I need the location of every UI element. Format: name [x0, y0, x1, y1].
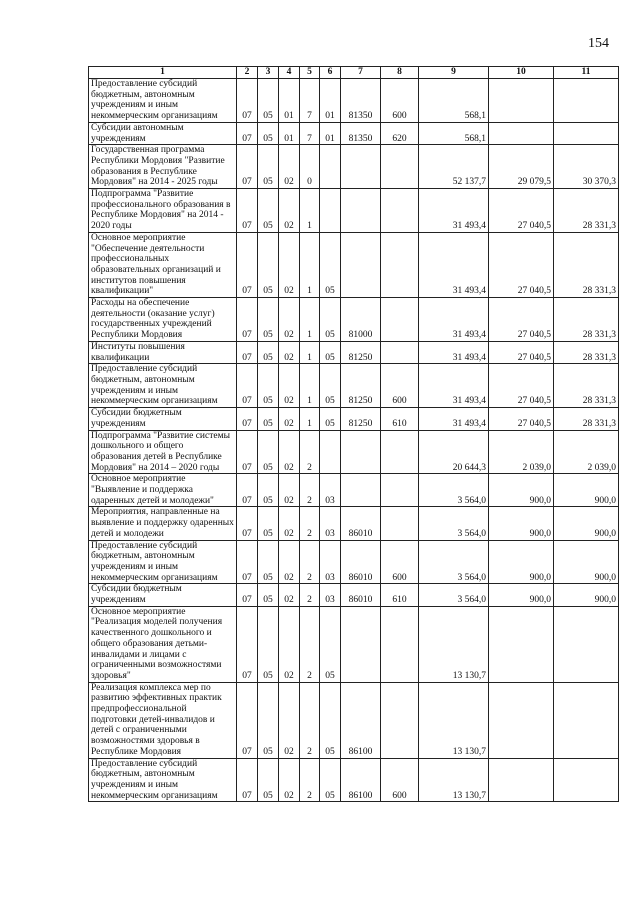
code-subprogram: 2	[300, 584, 320, 606]
amount-col-10: 2 039,0	[489, 430, 554, 474]
code-section: 07	[237, 408, 258, 430]
amount-col-11	[554, 606, 619, 682]
table-row	[89, 474, 619, 507]
code-subsection: 05	[258, 430, 279, 474]
row-name: Предоставление субсидий бюджетным, автономным учреждениям и иным некоммерческим организациям	[89, 79, 237, 123]
code-event: 03	[320, 584, 341, 606]
code-program: 02	[279, 584, 300, 606]
code-program: 02	[279, 474, 300, 507]
code-section: 07	[237, 364, 258, 408]
row-name: Предоставление субсидий бюджетным, автономным учреждениям и иным некоммерческим организациям	[89, 758, 237, 802]
code-expense-type: 600	[381, 540, 419, 584]
code-event: 01	[320, 122, 341, 144]
code-event: 03	[320, 507, 341, 540]
code-subsection: 05	[258, 474, 279, 507]
amount-col-9: 13 130,7	[419, 758, 489, 802]
code-subprogram: 1	[300, 408, 320, 430]
table-row	[89, 758, 619, 802]
code-direction: 86010	[341, 540, 381, 584]
row-name: Субсидии автономным учреждениям	[89, 122, 237, 144]
amount-col-11: 900,0	[554, 474, 619, 507]
code-section: 07	[237, 682, 258, 758]
amount-col-11: 28 331,3	[554, 364, 619, 408]
code-program: 01	[279, 79, 300, 123]
code-event	[320, 189, 341, 233]
code-direction	[341, 606, 381, 682]
code-direction: 81000	[341, 298, 381, 342]
amount-col-10	[489, 758, 554, 802]
code-subsection: 05	[258, 682, 279, 758]
code-expense-type	[381, 189, 419, 233]
code-section: 07	[237, 79, 258, 123]
code-subsection: 05	[258, 584, 279, 606]
code-subsection: 05	[258, 122, 279, 144]
table-row	[89, 540, 619, 584]
amount-col-10	[489, 682, 554, 758]
code-expense-type: 620	[381, 122, 419, 144]
amount-col-10: 27 040,5	[489, 189, 554, 233]
amount-col-10: 27 040,5	[489, 298, 554, 342]
code-subprogram: 0	[300, 145, 320, 189]
code-section: 07	[237, 758, 258, 802]
code-section: 07	[237, 540, 258, 584]
row-name: Расходы на обеспечение деятельности (оказание услуг) государственных учреждений Республики Мордовия	[89, 298, 237, 342]
code-expense-type: 600	[381, 758, 419, 802]
amount-col-11: 30 370,3	[554, 145, 619, 189]
code-event	[320, 430, 341, 474]
code-section: 07	[237, 232, 258, 297]
column-header: 4	[279, 67, 300, 79]
code-direction: 81350	[341, 122, 381, 144]
code-expense-type	[381, 507, 419, 540]
code-expense-type: 600	[381, 364, 419, 408]
code-event: 01	[320, 79, 341, 123]
code-direction: 86010	[341, 507, 381, 540]
code-section: 07	[237, 507, 258, 540]
code-subprogram: 2	[300, 540, 320, 584]
code-subprogram: 2	[300, 507, 320, 540]
code-event: 05	[320, 682, 341, 758]
table-row	[89, 79, 619, 123]
code-direction: 81250	[341, 341, 381, 363]
code-section: 07	[237, 298, 258, 342]
amount-col-9: 31 493,4	[419, 298, 489, 342]
amount-col-10: 900,0	[489, 507, 554, 540]
code-event: 05	[320, 758, 341, 802]
code-expense-type	[381, 341, 419, 363]
code-subsection: 05	[258, 145, 279, 189]
header-row	[89, 67, 619, 79]
code-expense-type	[381, 145, 419, 189]
table-row	[89, 341, 619, 363]
code-section: 07	[237, 474, 258, 507]
amount-col-11: 28 331,3	[554, 232, 619, 297]
budget-table	[88, 66, 619, 802]
amount-col-9: 31 493,4	[419, 189, 489, 233]
column-header: 3	[258, 67, 279, 79]
code-event: 05	[320, 408, 341, 430]
amount-col-11: 900,0	[554, 507, 619, 540]
row-name: Подпрограмма "Развитие профессионального образования в Республике Мордовия" на 2014 - 2020 годы	[89, 189, 237, 233]
code-expense-type: 600	[381, 79, 419, 123]
code-event: 05	[320, 341, 341, 363]
code-subprogram: 2	[300, 606, 320, 682]
code-subprogram: 2	[300, 430, 320, 474]
code-program: 02	[279, 507, 300, 540]
amount-col-9: 20 644,3	[419, 430, 489, 474]
amount-col-9: 3 564,0	[419, 507, 489, 540]
column-header: 9	[419, 67, 489, 79]
table-row	[89, 364, 619, 408]
amount-col-10	[489, 79, 554, 123]
amount-col-11	[554, 682, 619, 758]
code-program: 01	[279, 122, 300, 144]
amount-col-10	[489, 122, 554, 144]
row-name: Субсидии бюджетным учреждениям	[89, 408, 237, 430]
table-row	[89, 606, 619, 682]
amount-col-9: 3 564,0	[419, 474, 489, 507]
code-expense-type	[381, 232, 419, 297]
amount-col-10: 27 040,5	[489, 232, 554, 297]
column-header: 6	[320, 67, 341, 79]
row-name: Предоставление субсидий бюджетным, автономным учреждениям и иным некоммерческим организациям	[89, 540, 237, 584]
code-subprogram: 1	[300, 232, 320, 297]
code-program: 02	[279, 540, 300, 584]
code-event: 05	[320, 232, 341, 297]
row-name: Реализация комплекса мер по развитию эффективных практик предпрофессиональной подготовки детей-инвалидов и детей с ограниченными возможностями здоровья в Республике Мордовия	[89, 682, 237, 758]
row-name: Основное мероприятие "Обеспечение деятельности профессиональных образовательных организаций и институтов повышения квалификации"	[89, 232, 237, 297]
column-header: 8	[381, 67, 419, 79]
page-number: 154	[588, 36, 609, 51]
code-direction: 86010	[341, 584, 381, 606]
code-expense-type	[381, 430, 419, 474]
amount-col-10: 27 040,5	[489, 408, 554, 430]
amount-col-10: 27 040,5	[489, 364, 554, 408]
code-expense-type: 610	[381, 408, 419, 430]
row-name: Субсидии бюджетным учреждениям	[89, 584, 237, 606]
table-row	[89, 507, 619, 540]
amount-col-11	[554, 122, 619, 144]
code-subprogram: 1	[300, 364, 320, 408]
table-row	[89, 584, 619, 606]
table-row	[89, 145, 619, 189]
code-event: 03	[320, 474, 341, 507]
code-subsection: 05	[258, 540, 279, 584]
amount-col-10: 900,0	[489, 540, 554, 584]
code-program: 02	[279, 232, 300, 297]
code-program: 02	[279, 430, 300, 474]
code-subsection: 05	[258, 606, 279, 682]
code-subprogram: 2	[300, 682, 320, 758]
amount-col-9: 13 130,7	[419, 682, 489, 758]
code-program: 02	[279, 606, 300, 682]
code-section: 07	[237, 606, 258, 682]
code-section: 07	[237, 430, 258, 474]
row-name: Основное мероприятие "Выявление и поддержка одаренных детей и молодежи"	[89, 474, 237, 507]
code-direction: 81250	[341, 408, 381, 430]
code-expense-type	[381, 474, 419, 507]
code-direction: 81350	[341, 79, 381, 123]
code-direction	[341, 474, 381, 507]
code-program: 02	[279, 189, 300, 233]
code-event: 05	[320, 606, 341, 682]
code-subprogram: 1	[300, 341, 320, 363]
code-subsection: 05	[258, 189, 279, 233]
code-expense-type	[381, 682, 419, 758]
code-section: 07	[237, 145, 258, 189]
amount-col-9: 31 493,4	[419, 364, 489, 408]
amount-col-10	[489, 606, 554, 682]
code-direction: 81250	[341, 364, 381, 408]
row-name: Предоставление субсидий бюджетным, автономным учреждениям и иным некоммерческим организациям	[89, 364, 237, 408]
amount-col-9: 52 137,7	[419, 145, 489, 189]
code-subsection: 05	[258, 79, 279, 123]
code-expense-type	[381, 298, 419, 342]
amount-col-11	[554, 79, 619, 123]
code-event: 05	[320, 298, 341, 342]
row-name: Основное мероприятие "Реализация моделей получения качественного дошкольного и общего образования детьми-инвалидами и лицами с ограниченными возможностями здоровья"	[89, 606, 237, 682]
code-program: 02	[279, 758, 300, 802]
code-direction	[341, 430, 381, 474]
amount-col-11: 28 331,3	[554, 408, 619, 430]
code-subsection: 05	[258, 507, 279, 540]
code-event	[320, 145, 341, 189]
amount-col-9: 13 130,7	[419, 606, 489, 682]
amount-col-9: 568,1	[419, 122, 489, 144]
amount-col-9: 3 564,0	[419, 584, 489, 606]
code-section: 07	[237, 122, 258, 144]
code-subsection: 05	[258, 232, 279, 297]
amount-col-11: 28 331,3	[554, 189, 619, 233]
code-section: 07	[237, 189, 258, 233]
column-header: 7	[341, 67, 381, 79]
code-direction	[341, 145, 381, 189]
amount-col-9: 31 493,4	[419, 232, 489, 297]
amount-col-9: 3 564,0	[419, 540, 489, 584]
table-row	[89, 232, 619, 297]
column-header: 2	[237, 67, 258, 79]
code-subprogram: 7	[300, 79, 320, 123]
table-row	[89, 682, 619, 758]
code-subsection: 05	[258, 758, 279, 802]
row-name: Институты повышения квалификации	[89, 341, 237, 363]
amount-col-10: 900,0	[489, 584, 554, 606]
amount-col-9: 31 493,4	[419, 341, 489, 363]
column-header: 1	[89, 67, 237, 79]
code-subprogram: 2	[300, 758, 320, 802]
column-header: 10	[489, 67, 554, 79]
amount-col-9: 568,1	[419, 79, 489, 123]
amount-col-11: 900,0	[554, 540, 619, 584]
amount-col-10: 900,0	[489, 474, 554, 507]
code-subsection: 05	[258, 341, 279, 363]
table-row	[89, 189, 619, 233]
code-expense-type: 610	[381, 584, 419, 606]
amount-col-11	[554, 758, 619, 802]
amount-col-11: 28 331,3	[554, 341, 619, 363]
code-program: 02	[279, 682, 300, 758]
code-subprogram: 1	[300, 189, 320, 233]
code-direction: 86100	[341, 682, 381, 758]
code-direction	[341, 189, 381, 233]
code-program: 02	[279, 145, 300, 189]
code-section: 07	[237, 341, 258, 363]
row-name: Мероприятия, направленные на выявление и поддержку одаренных детей и молодежи	[89, 507, 237, 540]
code-program: 02	[279, 364, 300, 408]
amount-col-9: 31 493,4	[419, 408, 489, 430]
code-subprogram: 7	[300, 122, 320, 144]
code-direction	[341, 232, 381, 297]
code-subsection: 05	[258, 364, 279, 408]
code-subprogram: 2	[300, 474, 320, 507]
amount-col-10: 29 079,5	[489, 145, 554, 189]
code-direction: 86100	[341, 758, 381, 802]
code-event: 05	[320, 364, 341, 408]
code-expense-type	[381, 606, 419, 682]
column-header: 11	[554, 67, 619, 79]
code-program: 02	[279, 298, 300, 342]
amount-col-11: 28 331,3	[554, 298, 619, 342]
amount-col-11: 900,0	[554, 584, 619, 606]
code-program: 02	[279, 341, 300, 363]
code-section: 07	[237, 584, 258, 606]
column-header: 5	[300, 67, 320, 79]
table-row	[89, 122, 619, 144]
code-event: 03	[320, 540, 341, 584]
code-subsection: 05	[258, 298, 279, 342]
amount-col-11: 2 039,0	[554, 430, 619, 474]
table-row	[89, 430, 619, 474]
row-name: Подпрограмма "Развитие системы дошкольного и общего образования детей в Республике Мордовия" на 2014 – 2020 годы	[89, 430, 237, 474]
table-row	[89, 298, 619, 342]
code-subprogram: 1	[300, 298, 320, 342]
code-subsection: 05	[258, 408, 279, 430]
table-row	[89, 408, 619, 430]
amount-col-10: 27 040,5	[489, 341, 554, 363]
code-program: 02	[279, 408, 300, 430]
row-name: Государственная программа Республики Мордовия "Развитие образования в Республике Мордовия" на 2014 - 2025 годы	[89, 145, 237, 189]
